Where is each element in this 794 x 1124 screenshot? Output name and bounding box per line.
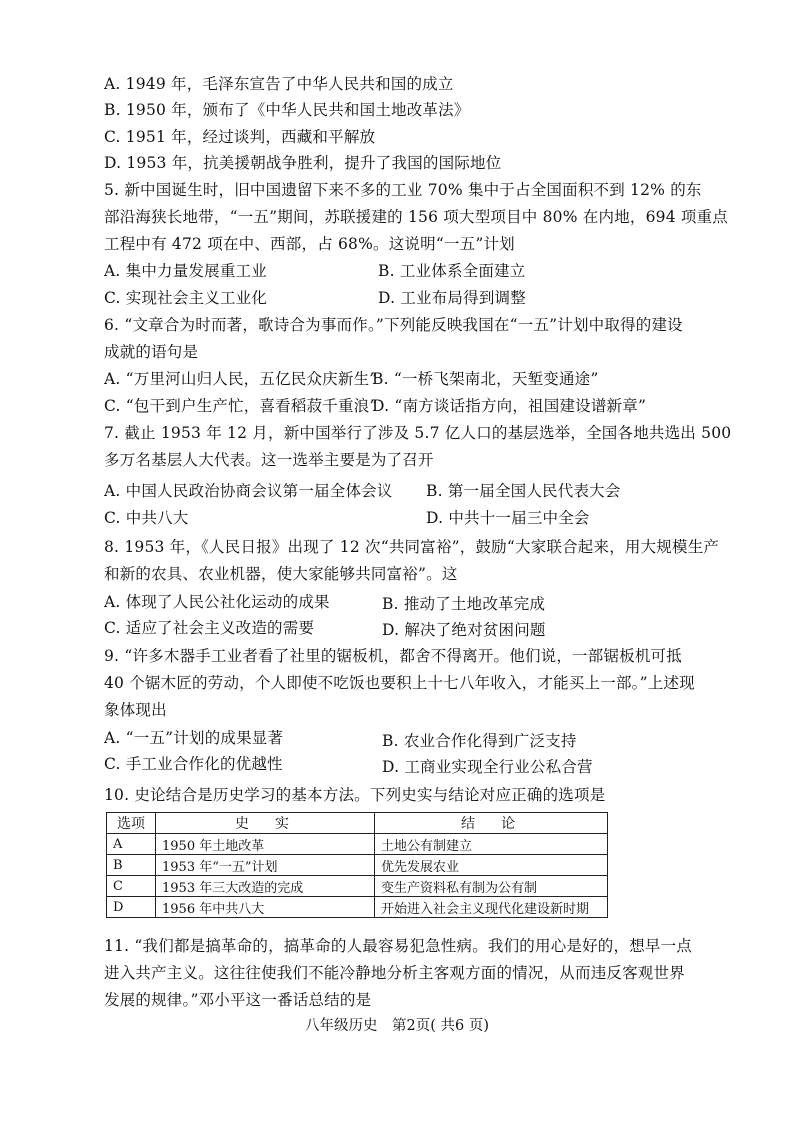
q6-option-c: C. “包干到户生产忙，喜看稻菽千重浪” [104, 397, 378, 415]
q9-stem-line: 象体现出 [104, 701, 167, 719]
q5-option-d: D. 工业布局得到调整 [378, 289, 526, 307]
table-cell: 1953 年三大改造的完成 [156, 876, 375, 897]
q5-option-b: B. 工业体系全面建立 [378, 262, 526, 280]
table-cell: D [107, 897, 156, 918]
q11-stem-line: 11. “我们都是搞革命的，搞革命的人最容易犯急性病。我们的用心是好的，想早一点 [104, 937, 693, 955]
q6-stem-line: 成就的语句是 [104, 343, 199, 361]
q4-option-d: D. 1953 年，抗美援朝战争胜利，提升了我国的国际地位 [104, 154, 502, 172]
q8-option-d: D. 解决了绝对贫困问题 [382, 621, 546, 639]
table-cell: 开始进入社会主义现代化建设新时期 [375, 897, 608, 918]
q8-stem-line: 8. 1953 年，《人民日报》出现了 12 次“共同富裕”，鼓励“大家联合起来，用大规模生产 [104, 538, 720, 556]
q9-option-d: D. 工商业实现全行业公私合营 [382, 758, 593, 776]
q9-option-c: C. 手工业合作化的优越性 [104, 755, 283, 773]
q7-option-b: B. 第一届全国人民代表大会 [426, 482, 621, 500]
column-header-fact: 史 实 [156, 813, 375, 834]
table-cell: 变生产资料私有制为公有制 [375, 876, 608, 897]
q6-option-a: A. “万里河山归人民，五亿民众庆新生” [104, 370, 378, 388]
q10-stem: 10. 史论结合是历史学习的基本方法。下列史实与结论对应正确的选项是 [104, 786, 606, 804]
table-cell: 土地公有制建立 [375, 834, 608, 855]
table-cell: 1953 年“一五”计划 [156, 855, 375, 876]
table-cell: 1956 年中共八大 [156, 897, 375, 918]
q7-option-a: A. 中国人民政治协商会议第一届全体会议 [104, 482, 393, 500]
table-cell: B [107, 855, 156, 876]
q4-option-a: A. 1949 年，毛泽东宣告了中华人民共和国的成立 [104, 75, 454, 93]
q5-stem-line: 工程中有 472 项在中、西部，占 68%。这说明“一五”计划 [104, 235, 515, 253]
q9-option-b: B. 农业合作化得到广泛支持 [382, 732, 577, 750]
q11-stem-line: 进入共产主义。这往往使我们不能冷静地分析主客观方面的情况，从而违反客观世界 [104, 964, 685, 982]
q7-option-d: D. 中共十一届三中全会 [426, 509, 590, 527]
q9-stem-line: 9. “许多木器手工业者看了社里的锯板机，都舍不得离开。他们说，一部锯板机可抵 [104, 647, 682, 665]
q5-option-c: C. 实现社会主义工业化 [104, 289, 268, 307]
q6-option-d: D. “南方谈话指方向，祖国建设谱新章” [372, 397, 647, 415]
q9-stem-line: 40 个锯木匠的劳动，个人即使不吃饭也要积上十七八年收入，才能买上一部。”上述现 [104, 674, 695, 692]
table-header-row [107, 813, 608, 834]
page-footer: 八年级历史 第2页( 共6 页) [305, 1018, 489, 1034]
table-cell: A [107, 834, 156, 855]
q5-stem-line: 5. 新中国诞生时，旧中国遗留下来不多的工业 70% 集中于占全国面积不到 12% 的东 [104, 181, 702, 199]
table-cell: 优先发展农业 [375, 855, 608, 876]
table-row [107, 876, 608, 897]
table-row [107, 897, 608, 918]
q5-stem-line: 部沿海狭长地带，“一五”期间，苏联援建的 156 项大型项目中 80% 在内地，694 项重点 [104, 208, 729, 226]
table-cell: C [107, 876, 156, 897]
q8-option-b: B. 推动了土地改革完成 [382, 595, 546, 613]
q10-fact-table [106, 812, 608, 918]
table-row [107, 834, 608, 855]
table-row [107, 855, 608, 876]
q4-option-c: C. 1951 年，经过谈判，西藏和平解放 [104, 128, 376, 146]
table-cell: 1950 年土地改革 [156, 834, 375, 855]
q7-stem-line: 7. 截止 1953 年 12 月，新中国举行了涉及 5.7 亿人口的基层选举，全国各地共选出 500 [104, 424, 732, 442]
q11-stem-line: 发展的规律。”邓小平这一番话总结的是 [104, 991, 372, 1009]
q6-option-b: B. “一桥飞架南北，天堑变通途” [372, 370, 599, 388]
q8-option-c: C. 适应了社会主义改造的需要 [104, 619, 315, 637]
q5-option-a: A. 集中力量发展重工业 [104, 262, 267, 280]
column-header-option: 选项 [107, 813, 156, 834]
q8-option-a: A. 体现了人民公社化运动的成果 [104, 593, 330, 611]
q9-option-a: A. “一五”计划的成果显著 [104, 729, 284, 747]
q6-stem-line: 6. “文章合为时而著，歌诗合为事而作。”下列能反映我国在“一五”计划中取得的建设 [104, 316, 683, 334]
column-header-conclusion: 结 论 [375, 813, 608, 834]
q7-option-c: C. 中共八大 [104, 509, 189, 527]
q8-stem-line: 和新的农具、农业机器，使大家能够共同富裕”。这 [104, 565, 458, 583]
q7-stem-line: 多万名基层人大代表。这一选举主要是为了召开 [104, 451, 434, 469]
q4-option-b: B. 1950 年，颁布了《中华人民共和国土地改革法》 [104, 101, 470, 119]
